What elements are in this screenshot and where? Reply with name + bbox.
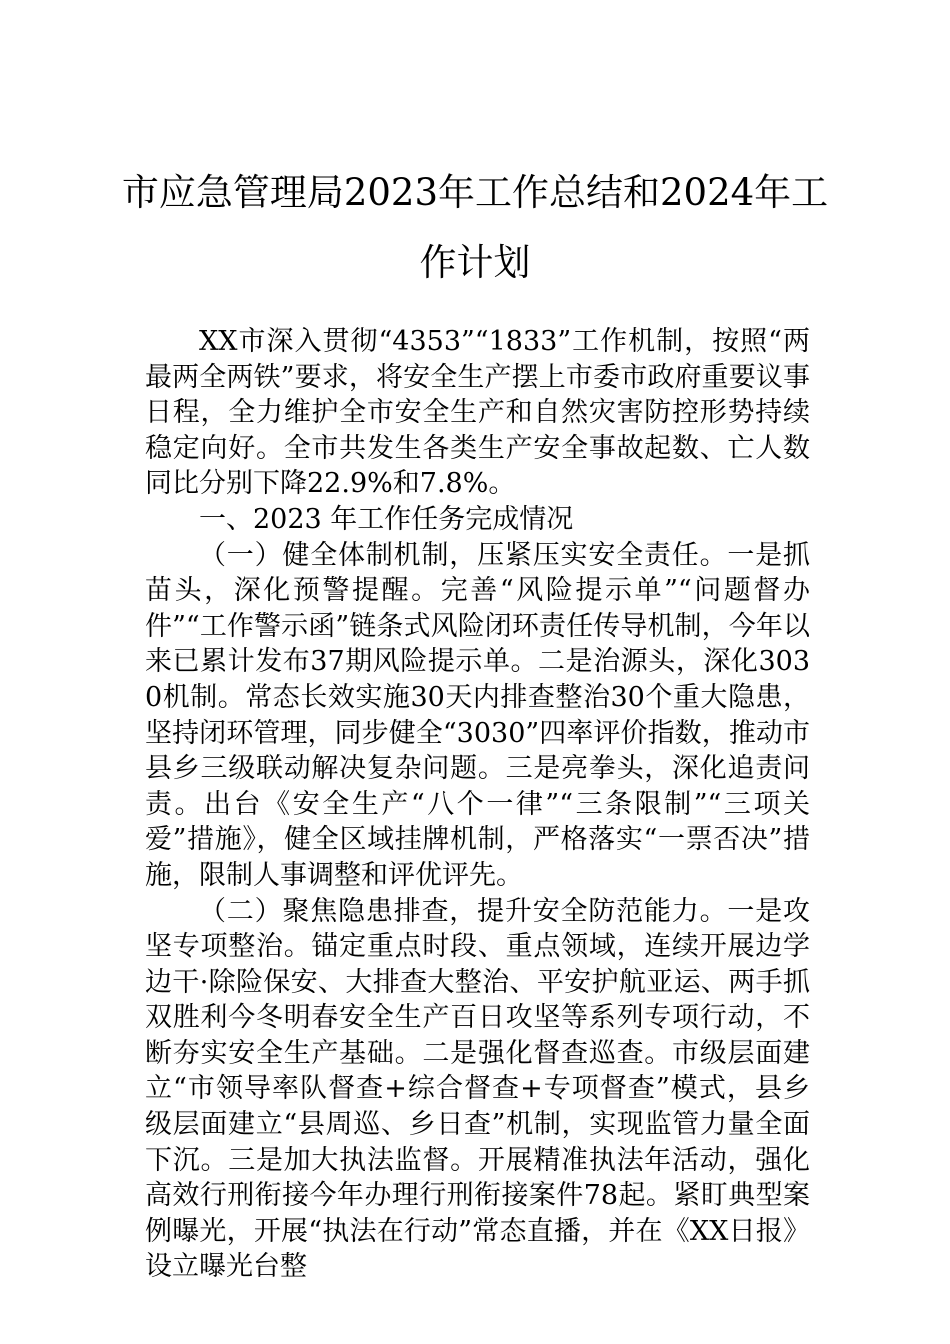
title-line-2: 作计划 xyxy=(419,241,531,284)
section-item-2: （二）聚焦隐患排查，提升安全防范能力。一是攻坚专项整治。锚定重点时段、重点领域，连续开展边学边干·除险保安、大排查大整治、平安护航亚运、两手抓双胜利今冬明春安全生产百日攻坚等系列专项行动，不断夯实安全生产基础。二是强化督查巡查。市级层面建立“市领导率队督查+综合督查+专项督查”模式，县乡级层面建立“县周巡、乡日查”机制，实现监管力量全面下沉。三是加大执法监督。开展精准执法年活动，强化高效行刑衔接今年办理行刑衔接案件78起。紧盯典型案例曝光，开展“执法在行动”常态直播，并在《XX日报》设立曝光台整 xyxy=(145,895,810,1283)
document-title xyxy=(120,158,830,298)
intro-paragraph: XX市深入贯彻“4353”“1833”工作机制，按照“两最两全两铁”要求，将安全生产摆上市委市政府重要议事日程，全力维护全市安全生产和自然灾害防控形势持续稳定向好。全市共发生各类生产安全事故起数、亡人数同比分别下降22.9%和7.8%。 xyxy=(145,326,810,500)
section-item-1: （一）健全体制机制，压紧压实安全责任。一是抓苗头，深化预警提醒。完善“风险提示单”“问题督办件”“工作警示函”链条式风险闭环责任传导机制，今年以来已累计发布37期风险提示单。二是治源头，深化3030机制。常态长效实施30天内排查整治30个重大隐患，坚持闭环管理，同步健全“3030”四率评价指数，推动市县乡三级联动解决复杂问题。三是亮拳头，深化追责问责。出台《安全生产“八个一律”“三条限制”“三项关爱”措施》，健全区域挂牌机制，严格落实“一票否决”措施，限制人事调整和评优评先。 xyxy=(145,539,810,891)
title-line-1: 市应急管理局2023年工作总结和2024年工 xyxy=(121,171,829,214)
document-body xyxy=(145,324,810,1285)
section-heading-1: 一、2023 年工作任务完成情况 xyxy=(199,503,574,535)
